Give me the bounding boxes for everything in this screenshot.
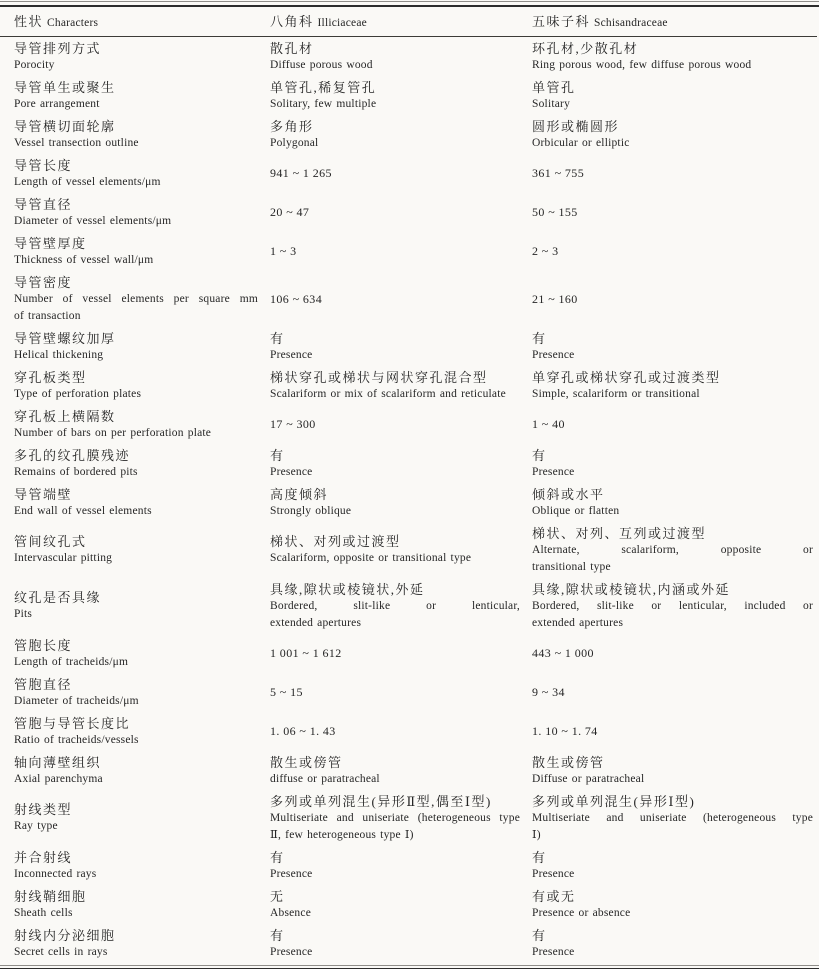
cell-line-num: 9 ~ 34	[532, 685, 565, 699]
cell-characters	[0, 232, 270, 271]
cell-line-en: Ⅱ, few heterogeneous type Ⅰ)	[270, 828, 414, 841]
cell-line-en: Number of vessel elements per square mm	[14, 292, 258, 305]
cell-line-en: Solitary	[532, 97, 571, 110]
cell-line-en: Pore arrangement	[14, 97, 100, 110]
cell-line-zh: 轴向薄壁组织	[14, 754, 102, 770]
cell-line-zh: 有	[270, 447, 285, 463]
cell-line-zh: 纹孔是否具缘	[14, 590, 102, 605]
header-characters-en: Characters	[47, 17, 99, 29]
cell-schisandraceae	[532, 924, 817, 963]
cell-illiciaceae	[270, 76, 532, 115]
cell-line-en: Presence	[532, 465, 575, 478]
cell-characters	[0, 751, 270, 790]
cell-illiciaceae	[270, 578, 532, 634]
cell-line-en: Solitary, few multiple	[270, 97, 377, 110]
cell-line-en: Type of perforation plates	[14, 387, 142, 400]
cell-line-zh: 散孔材	[270, 40, 314, 56]
cell-characters	[0, 444, 270, 483]
cell-line-zh: 单管孔	[532, 79, 576, 95]
table-row	[0, 846, 817, 885]
cell-line-en: of transaction	[14, 309, 81, 322]
cell-characters	[0, 115, 270, 154]
cell-line-zh: 射线类型	[14, 802, 73, 817]
table-row	[0, 751, 817, 790]
cell-schisandraceae	[532, 846, 817, 885]
cell-line-en: End wall of vessel elements	[14, 504, 152, 517]
cell-line-num: 5 ~ 15	[270, 685, 303, 699]
cell-line-num: 17 ~ 300	[270, 417, 316, 431]
cell-schisandraceae	[532, 232, 817, 271]
cell-line-en: transitional type	[532, 560, 611, 573]
cell-line-zh: 有	[532, 849, 547, 865]
table-row	[0, 154, 817, 193]
cell-line-zh: 散生或傍管	[532, 754, 605, 770]
cell-line-zh: 导管壁厚度	[14, 235, 87, 251]
cell-line-zh: 管胞直径	[14, 676, 73, 692]
cell-illiciaceae	[270, 522, 532, 578]
table-row	[0, 37, 817, 77]
cell-line-en: Presence	[270, 945, 313, 958]
table-row	[0, 193, 817, 232]
cell-line-zh: 环孔材,少散孔材	[532, 40, 639, 56]
cell-line-en: Scalariform, opposite or transitional type	[270, 552, 472, 564]
cell-illiciaceae	[270, 154, 532, 193]
table-row	[0, 790, 817, 846]
cell-line-zh: 散生或傍管	[270, 754, 343, 770]
cell-line-zh: 多列或单列混生(异形Ⅰ型)	[532, 793, 696, 809]
cell-line-zh: 梯状、对列或过渡型	[270, 534, 401, 549]
header-illiciaceae	[270, 7, 532, 37]
cell-schisandraceae	[532, 483, 817, 522]
cell-line-zh: 梯状穿孔或梯状与网状穿孔混合型	[270, 369, 488, 385]
cell-line-en: Scalariform or mix of scalariform and reticulate	[270, 387, 506, 400]
header-illiciaceae-zh: 八角科	[270, 14, 314, 29]
cell-line-zh: 高度倾斜	[270, 486, 329, 502]
table-row	[0, 522, 817, 578]
cell-illiciaceae	[270, 37, 532, 77]
cell-schisandraceae	[532, 885, 817, 924]
cell-characters	[0, 846, 270, 885]
table-row	[0, 232, 817, 271]
cell-line-en: Pits	[14, 608, 33, 620]
cell-characters	[0, 37, 270, 77]
cell-illiciaceae	[270, 483, 532, 522]
cell-line-en: Diameter of tracheids/μm	[14, 694, 139, 707]
cell-line-en: Length of tracheids/μm	[14, 655, 129, 668]
cell-schisandraceae	[532, 327, 817, 366]
cell-characters	[0, 154, 270, 193]
cell-line-en: Vessel transection outline	[14, 136, 139, 149]
cell-line-zh: 有	[532, 447, 547, 463]
cell-line-zh: 多孔的纹孔膜残迹	[14, 447, 131, 463]
cell-characters	[0, 271, 270, 327]
cell-line-zh: 穿孔板类型	[14, 369, 87, 385]
table-row	[0, 115, 817, 154]
cell-illiciaceae	[270, 444, 532, 483]
cell-line-zh: 具缘,隙状或棱镜状,外延	[270, 581, 425, 597]
cell-line-zh: 导管横切面轮廓	[14, 118, 116, 134]
cell-line-en: Presence	[270, 348, 313, 361]
table-bottom-rules	[0, 965, 819, 969]
cell-line-en: Presence	[270, 465, 313, 478]
cell-characters	[0, 483, 270, 522]
cell-line-zh: 有	[270, 927, 285, 943]
cell-line-num: 1. 06 ~ 1. 43	[270, 724, 336, 738]
cell-line-en: Ray type	[14, 820, 58, 832]
cell-line-num: 1 ~ 40	[532, 417, 565, 431]
table-row	[0, 483, 817, 522]
cell-line-en: Presence	[270, 867, 313, 880]
cell-line-zh: 圆形或椭圆形	[532, 118, 620, 134]
cell-line-zh: 射线内分泌细胞	[14, 927, 116, 943]
cell-line-en: Remains of bordered pits	[14, 465, 138, 478]
header-schisandraceae	[532, 7, 817, 37]
cell-line-en: Presence	[532, 945, 575, 958]
cell-schisandraceae	[532, 634, 817, 673]
cell-line-en: Polygonal	[270, 136, 319, 149]
cell-line-en: Orbicular or elliptic	[532, 136, 630, 149]
cell-line-zh: 多角形	[270, 118, 314, 134]
cell-line-en: Porocity	[14, 58, 55, 71]
cell-line-en: Secret cells in rays	[14, 945, 108, 958]
cell-line-num: 2 ~ 3	[532, 244, 559, 258]
cell-line-zh: 单管孔,稀复管孔	[270, 79, 377, 95]
cell-characters	[0, 193, 270, 232]
cell-schisandraceae	[532, 790, 817, 846]
cell-line-num: 21 ~ 160	[532, 291, 578, 306]
cell-line-zh: 有	[270, 330, 285, 346]
cell-characters	[0, 712, 270, 751]
cell-schisandraceae	[532, 751, 817, 790]
table-row	[0, 405, 817, 444]
cell-illiciaceae	[270, 712, 532, 751]
cell-line-num: 361 ~ 755	[532, 166, 585, 180]
cell-line-zh: 导管排列方式	[14, 40, 102, 56]
cell-line-zh: 无	[270, 888, 285, 904]
cell-schisandraceae	[532, 444, 817, 483]
cell-schisandraceae	[532, 193, 817, 232]
cell-line-zh: 有	[532, 330, 547, 346]
cell-line-en: Multiseriate and uniseriate (heterogeneous type	[532, 811, 813, 824]
cell-line-en: Number of bars on per perforation plate	[14, 426, 212, 439]
cell-line-en: Inconnected rays	[14, 867, 97, 880]
cell-line-zh: 有或无	[532, 888, 576, 904]
table-header-row	[0, 7, 817, 37]
table-row	[0, 578, 817, 634]
header-illiciaceae-en: Illiciaceae	[317, 17, 367, 29]
cell-characters	[0, 522, 270, 578]
cell-line-zh: 管间纹孔式	[14, 534, 87, 549]
cell-line-en: Presence	[532, 348, 575, 361]
cell-line-en: Bordered, slit-like or lenticular, included or	[532, 599, 813, 612]
cell-line-zh: 有	[532, 927, 547, 943]
table-row	[0, 924, 817, 963]
cell-characters	[0, 578, 270, 634]
cell-schisandraceae	[532, 37, 817, 77]
cell-line-zh: 导管直径	[14, 196, 73, 212]
cell-line-zh: 多列或单列混生(异形Ⅱ型,偶至Ⅰ型)	[270, 793, 492, 809]
cell-line-en: Diffuse or paratracheal	[532, 772, 645, 785]
cell-line-num: 106 ~ 634	[270, 291, 323, 306]
cell-line-zh: 穿孔板上横隔数	[14, 408, 116, 424]
cell-illiciaceae	[270, 115, 532, 154]
cell-line-zh: 并合射线	[14, 849, 73, 865]
cell-line-zh: 导管端壁	[14, 486, 73, 502]
cell-line-zh: 射线鞘细胞	[14, 888, 87, 904]
cell-line-en: Intervascular pitting	[14, 552, 113, 564]
table-row	[0, 885, 817, 924]
cell-characters	[0, 366, 270, 405]
cell-line-en: extended apertures	[532, 616, 624, 629]
cell-line-num: 443 ~ 1 000	[532, 646, 594, 660]
cell-illiciaceae	[270, 366, 532, 405]
cell-illiciaceae	[270, 271, 532, 327]
cell-illiciaceae	[270, 673, 532, 712]
cell-illiciaceae	[270, 232, 532, 271]
cell-line-num: 1 001 ~ 1 612	[270, 646, 342, 660]
cell-illiciaceae	[270, 327, 532, 366]
cell-line-num: 1. 10 ~ 1. 74	[532, 724, 598, 738]
cell-line-en: Multiseriate and uniseriate (heterogeneous type	[270, 811, 520, 824]
cell-schisandraceae	[532, 115, 817, 154]
table-row	[0, 634, 817, 673]
header-characters	[0, 7, 270, 37]
cell-schisandraceae	[532, 366, 817, 405]
cell-line-en: Ⅰ)	[532, 828, 541, 841]
cell-line-en: Absence	[270, 906, 311, 919]
cell-line-en: Axial parenchyma	[14, 772, 103, 785]
cell-line-en: Presence or absence	[532, 906, 631, 919]
cell-line-en: Thickness of vessel wall/μm	[14, 253, 154, 266]
cell-line-en: Ratio of tracheids/vessels	[14, 733, 139, 746]
cell-line-en: Alternate, scalariform, opposite or	[532, 543, 813, 556]
table-row	[0, 712, 817, 751]
cell-schisandraceae	[532, 673, 817, 712]
header-schisandraceae-en: Schisandraceae	[594, 17, 668, 29]
cell-illiciaceae	[270, 924, 532, 963]
cell-line-zh: 单穿孔或梯状穿孔或过渡类型	[532, 369, 721, 385]
cell-characters	[0, 885, 270, 924]
cell-line-en: Helical thickening	[14, 348, 104, 361]
cell-line-en: Oblique or flatten	[532, 504, 620, 517]
cell-illiciaceae	[270, 193, 532, 232]
cell-line-en: extended apertures	[270, 616, 362, 629]
cell-schisandraceae	[532, 76, 817, 115]
cell-line-num: 941 ~ 1 265	[270, 166, 332, 180]
table-row	[0, 76, 817, 115]
cell-characters	[0, 327, 270, 366]
cell-line-zh: 具缘,隙状或棱镜状,内涵或外延	[532, 581, 731, 597]
cell-illiciaceae	[270, 405, 532, 444]
cell-line-zh: 导管壁螺纹加厚	[14, 330, 116, 346]
cell-schisandraceae	[532, 712, 817, 751]
cell-characters	[0, 405, 270, 444]
cell-characters	[0, 634, 270, 673]
cell-line-en: Ring porous wood, few diffuse porous wood	[532, 58, 752, 71]
cell-line-zh: 有	[270, 849, 285, 865]
cell-line-zh: 管胞长度	[14, 637, 73, 653]
cell-illiciaceae	[270, 790, 532, 846]
cell-line-zh: 导管长度	[14, 157, 73, 173]
header-characters-zh: 性状	[14, 14, 44, 29]
cell-line-zh: 管胞与导管长度比	[14, 715, 131, 731]
table-row	[0, 366, 817, 405]
cell-line-num: 20 ~ 47	[270, 205, 310, 219]
cell-line-en: Length of vessel elements/μm	[14, 175, 161, 188]
cell-line-en: Simple, scalariform or transitional	[532, 387, 700, 400]
cell-characters	[0, 924, 270, 963]
cell-line-en: Strongly oblique	[270, 504, 352, 517]
cell-line-en: Diffuse porous wood	[270, 58, 373, 71]
table-row	[0, 271, 817, 327]
cell-schisandraceae	[532, 522, 817, 578]
cell-illiciaceae	[270, 751, 532, 790]
table-row	[0, 444, 817, 483]
cell-schisandraceae	[532, 154, 817, 193]
cell-line-zh: 梯状、对列、互列或过渡型	[532, 525, 707, 541]
table-row	[0, 673, 817, 712]
cell-illiciaceae	[270, 634, 532, 673]
cell-line-zh: 导管密度	[14, 274, 73, 290]
cell-characters	[0, 673, 270, 712]
cell-line-en: Sheath cells	[14, 906, 73, 919]
cell-line-zh: 倾斜或水平	[532, 486, 605, 502]
cell-line-en: Diameter of vessel elements/μm	[14, 214, 172, 227]
cell-illiciaceae	[270, 885, 532, 924]
cell-line-en: Bordered, slit-like or lenticular,	[270, 599, 520, 612]
cell-line-zh: 导管单生或聚生	[14, 79, 116, 95]
cell-line-num: 50 ~ 155	[532, 205, 578, 219]
cell-line-num: 1 ~ 3	[270, 244, 297, 258]
cell-schisandraceae	[532, 578, 817, 634]
cell-line-en: Presence	[532, 867, 575, 880]
wood-characters-comparison-table	[0, 7, 817, 963]
table-row	[0, 327, 817, 366]
cell-line-en: diffuse or paratracheal	[270, 772, 380, 785]
cell-illiciaceae	[270, 846, 532, 885]
cell-characters	[0, 76, 270, 115]
cell-schisandraceae	[532, 271, 817, 327]
header-schisandraceae-zh: 五味子科	[532, 14, 591, 29]
table-body	[0, 37, 817, 964]
cell-characters	[0, 790, 270, 846]
cell-schisandraceae	[532, 405, 817, 444]
